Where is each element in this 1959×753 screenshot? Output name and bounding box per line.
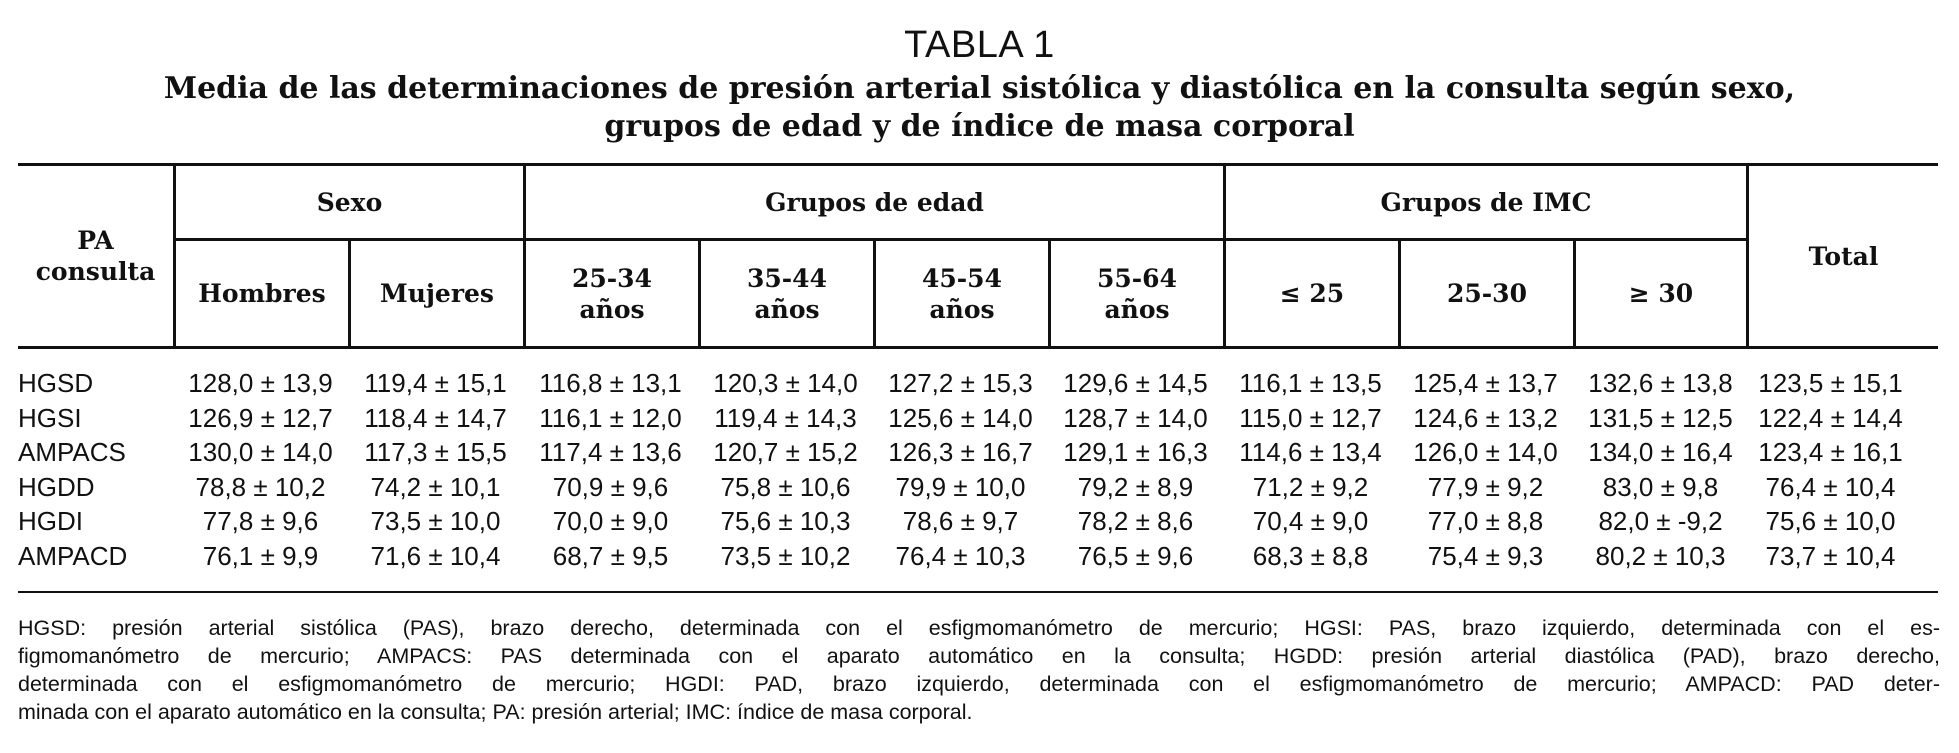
sub-header (1226, 241, 1398, 346)
row-label: HGSD (18, 368, 94, 398)
sub-header-line: ≥ 30 (1628, 279, 1694, 308)
table-cell: 132,6 ± 13,8 (1588, 368, 1733, 398)
group-header-sex: Sexo (316, 187, 383, 217)
table-cell: 130,0 ± 14,0 (188, 437, 333, 468)
sub-header-line: Hombres (198, 279, 326, 308)
footnote-line: determinada con el esfigmomanómetro de mercurio; HGDI: PAD, brazo izquierdo, determinada con el esfigmomanómetro de mercurio; AMPACD: PAD deter- (18, 672, 1940, 696)
sub-header (1576, 241, 1746, 346)
table-row (18, 504, 1938, 539)
table-cell: 76,5 ± 9,6 (1077, 540, 1194, 571)
table-cell: 74,2 ± 10,1 (370, 471, 501, 502)
sub-header-line: años (929, 294, 995, 324)
table-cell: 118,4 ± 14,7 (364, 402, 507, 433)
sub-header-line: 25-34 (572, 263, 652, 293)
table-cell: 75,6 ± 10,0 (1765, 506, 1896, 537)
sub-header (1051, 241, 1223, 346)
table-cell: 120,7 ± 15,2 (713, 437, 858, 468)
table-cell: 75,4 ± 9,3 (1427, 540, 1544, 571)
sub-header-line: 25-30 (1447, 279, 1527, 308)
table-footnote (18, 614, 1940, 726)
table-cell: 77,9 ± 9,2 (1427, 471, 1544, 502)
sub-header (351, 241, 523, 346)
table-cell: 127,2 ± 15,3 (888, 368, 1033, 398)
table-label: TABLA 1 (904, 24, 1055, 66)
table-cell: 77,0 ± 8,8 (1427, 506, 1544, 537)
table-cell: 70,9 ± 9,6 (552, 471, 669, 502)
header-bottom-rule (18, 346, 1938, 349)
table-row (18, 366, 1938, 401)
table-cell: 119,4 ± 14,3 (714, 402, 857, 433)
sub-header-line: años (754, 294, 820, 324)
table-cell: 119,4 ± 15,1 (364, 368, 507, 398)
sub-header-line: años (579, 294, 645, 324)
table-cell: 78,6 ± 9,7 (902, 506, 1019, 537)
row-label: AMPACS (18, 437, 126, 468)
table-cell: 129,6 ± 14,5 (1063, 368, 1208, 398)
table-cell: 76,1 ± 9,9 (202, 540, 319, 571)
table-cell: 75,6 ± 10,3 (720, 506, 851, 537)
row-label: AMPACD (18, 540, 128, 571)
table-row (18, 401, 1938, 436)
table-cell: 70,0 ± 9,0 (552, 506, 669, 537)
table-cell: 123,4 ± 16,1 (1758, 437, 1903, 468)
table-cell: 126,0 ± 14,0 (1413, 437, 1558, 468)
sub-header-line: 45-54 (922, 263, 1002, 293)
table-cell: 131,5 ± 12,5 (1588, 402, 1733, 433)
table-cell: 124,6 ± 13,2 (1413, 402, 1558, 433)
table-cell: 117,4 ± 13,6 (539, 437, 682, 468)
table-cell: 73,5 ± 10,0 (370, 506, 501, 537)
sub-header (176, 241, 348, 346)
table-cell: 82,0 ± -9,2 (1598, 506, 1723, 537)
table-cell: 70,4 ± 9,0 (1252, 506, 1369, 537)
sub-header (526, 241, 698, 346)
table-caption (20, 70, 1939, 146)
row-label-header (18, 166, 173, 346)
table-cell: 116,8 ± 13,1 (539, 368, 682, 398)
table-cell: 116,1 ± 12,0 (539, 402, 682, 433)
row-label: HGSI (18, 402, 82, 433)
sub-header-line: Mujeres (380, 279, 494, 308)
footnote-line: HGSD: presión arterial sistólica (PAS), brazo derecho, determinada con el esfigmomanómetro de mercurio; HGSI: PAS, brazo izquierdo, determinada con el es- (18, 616, 1940, 640)
table-caption-line: Media de las determinaciones de presión arterial sistólica y diastólica en la consulta según sexo, (163, 71, 1796, 106)
row-label: HGDI (18, 506, 83, 537)
sub-header-line: ≤ 25 (1279, 279, 1345, 308)
table-cell: 116,1 ± 13,5 (1239, 368, 1382, 398)
sub-header (1401, 241, 1573, 346)
table-cell: 79,9 ± 10,0 (895, 471, 1026, 502)
table-cell: 76,4 ± 10,4 (1765, 471, 1896, 502)
total-header: Total (1808, 241, 1879, 271)
table-cell: 78,2 ± 8,6 (1077, 506, 1194, 537)
table-cell: 76,4 ± 10,3 (895, 540, 1026, 571)
table-cell: 117,3 ± 15,5 (364, 437, 507, 468)
table-body (18, 366, 1938, 574)
table-caption-line: grupos de edad y de índice de masa corporal (604, 109, 1355, 144)
table-cell: 68,7 ± 9,5 (552, 540, 669, 571)
table-cell: 77,8 ± 9,6 (202, 506, 319, 537)
table-cell: 71,2 ± 9,2 (1252, 471, 1369, 502)
sub-header (876, 241, 1048, 346)
table-cell: 122,4 ± 14,4 (1758, 402, 1903, 433)
table-cell: 73,5 ± 10,2 (720, 540, 851, 571)
sub-header (701, 241, 873, 346)
table-cell: 80,2 ± 10,3 (1595, 540, 1726, 571)
footnote-line: minada con el aparato automático en la consulta; PA: presión arterial; IMC: índice de masa corporal. (18, 700, 973, 724)
table-cell: 75,8 ± 10,6 (720, 471, 851, 502)
group-header-age: Grupos de edad (765, 187, 984, 217)
row-label-header-line: consulta (35, 257, 156, 286)
table-cell: 129,1 ± 16,3 (1063, 437, 1208, 468)
table-cell: 128,0 ± 13,9 (188, 368, 333, 398)
table-row (18, 435, 1938, 470)
row-label-header-line: PA (77, 226, 114, 255)
group-header-bmi: Grupos de IMC (1380, 187, 1592, 217)
footnote-line: figmomanómetro de mercurio; AMPACS: PAS determinada con el aparato automático en la consulta; HGDD: presión arterial diastólica (PAD), brazo derecho, (18, 644, 1940, 668)
table-cell: 73,7 ± 10,4 (1765, 540, 1896, 571)
table-row (18, 470, 1938, 505)
table-cell: 78,8 ± 10,2 (195, 471, 326, 502)
table-cell: 125,4 ± 13,7 (1413, 368, 1558, 398)
table-cell: 115,0 ± 12,7 (1239, 402, 1382, 433)
table-cell: 126,3 ± 16,7 (888, 437, 1033, 468)
table-cell: 120,3 ± 14,0 (713, 368, 858, 398)
table-row (18, 539, 1938, 574)
table-cell: 123,5 ± 15,1 (1758, 368, 1903, 398)
table-cell: 114,6 ± 13,4 (1239, 437, 1382, 468)
table-cell: 134,0 ± 16,4 (1588, 437, 1733, 468)
row-label: HGDD (18, 471, 95, 502)
table-cell: 128,7 ± 14,0 (1063, 402, 1208, 433)
table-cell: 71,6 ± 10,4 (370, 540, 501, 571)
table-cell: 125,6 ± 14,0 (888, 402, 1033, 433)
sub-header-line: años (1104, 294, 1170, 324)
sub-header-line: 55-64 (1097, 263, 1177, 293)
table-bottom-rule (18, 591, 1938, 593)
table-cell: 68,3 ± 8,8 (1252, 540, 1369, 571)
table-cell: 83,0 ± 9,8 (1602, 471, 1719, 502)
sub-header-line: 35-44 (747, 263, 827, 293)
table-cell: 79,2 ± 8,9 (1077, 471, 1194, 502)
table-cell: 126,9 ± 12,7 (188, 402, 333, 433)
